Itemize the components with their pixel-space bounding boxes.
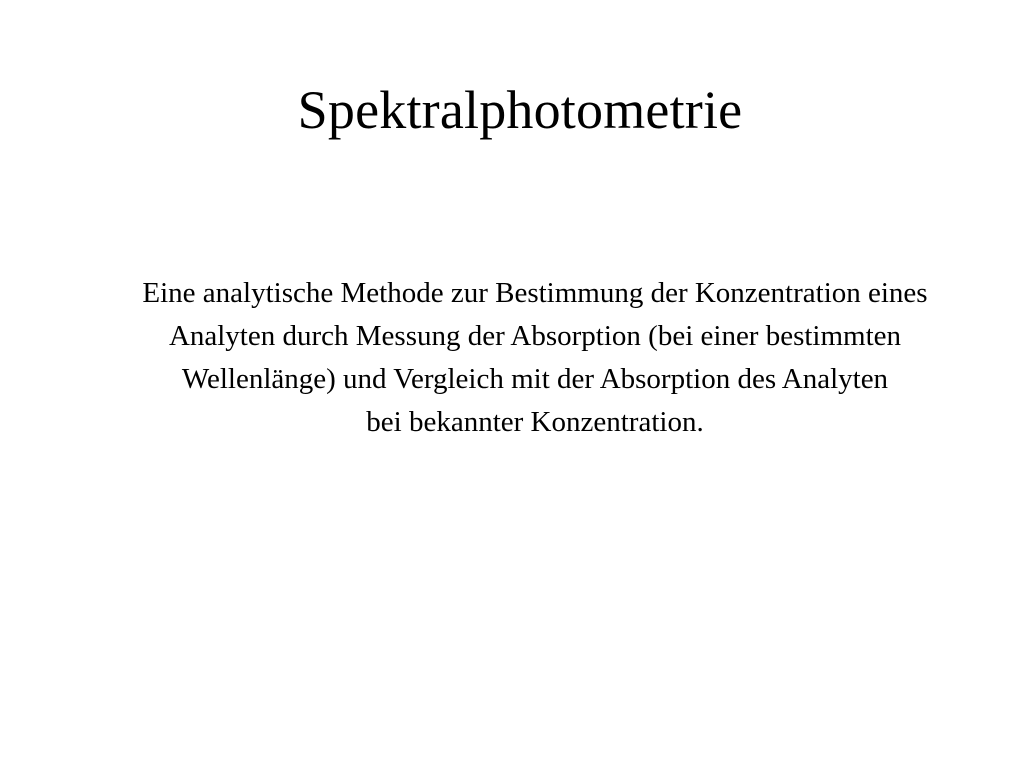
definition-line: Wellenlänge) und Vergleich mit der Absorption des Analyten [181, 363, 889, 395]
definition-line: Eine analytische Methode zur Bestimmung der Konzentration eines [142, 277, 928, 309]
definition-line: bei bekannter Konzentration. [366, 406, 704, 438]
definition-line: Analyten durch Messung der Absorption (bei einer bestimmten [168, 320, 902, 352]
definition-text [40, 272, 1024, 444]
slide-title: Spektralphotometrie [297, 80, 743, 140]
